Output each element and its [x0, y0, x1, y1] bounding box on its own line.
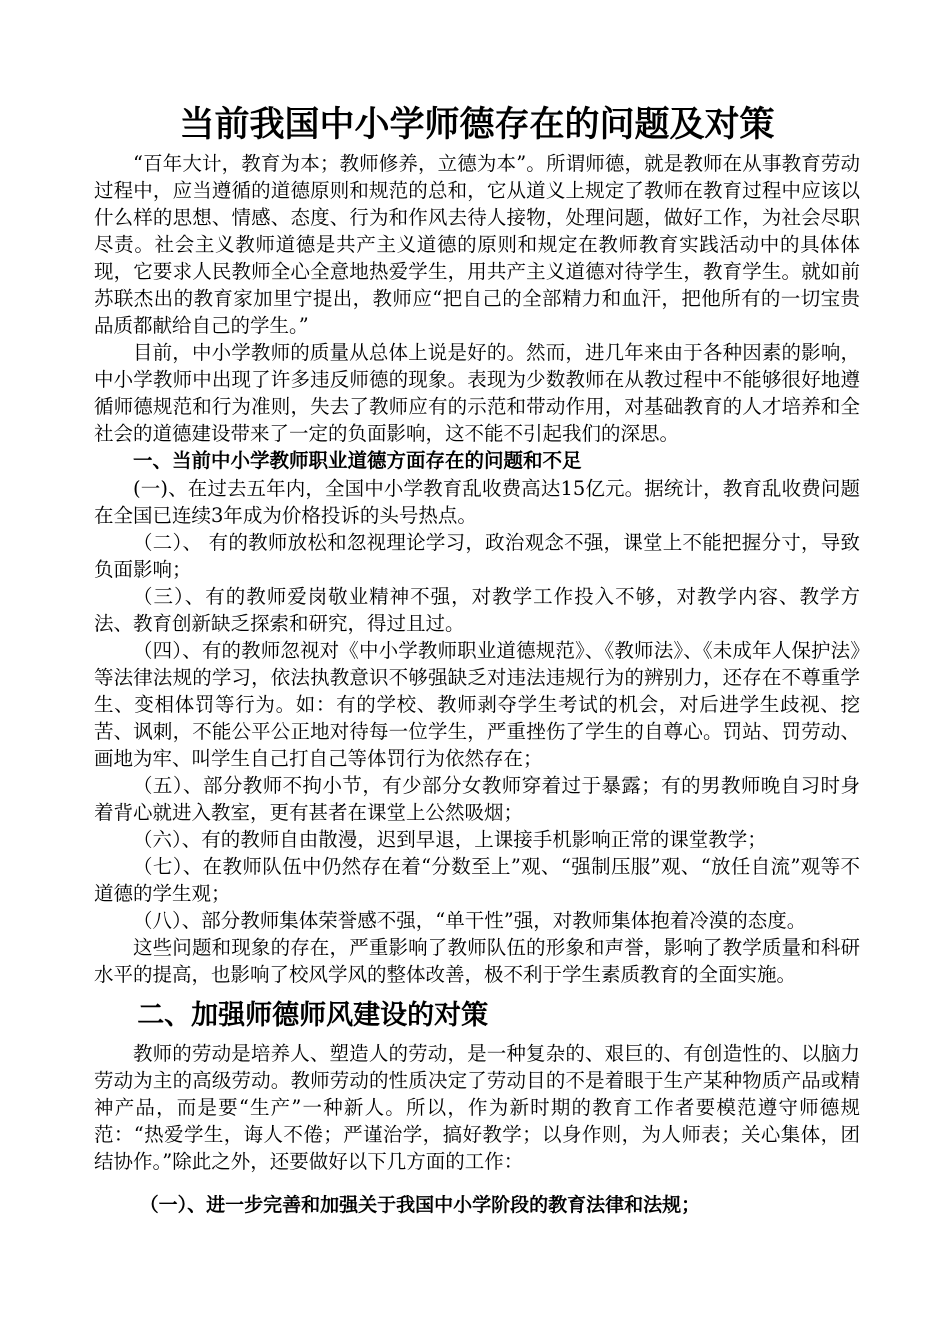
document-title: 当前我国中小学师德存在的问题及对策 [179, 105, 775, 145]
section-1-item-2: （二）、 有的教师放松和忽视理论学习，政治观念不强，课堂上不能把握分寸，导致负面影响； [94, 531, 860, 581]
section-1-item-6: （六）、有的教师自由散漫，迟到早退，上课接手机影响正常的课堂教学； [133, 828, 767, 851]
section-1-item-5: （五）、部分教师不拘小节，有少部分女教师穿着过于暴露；有的男教师晚自习时身着背心就进入教室，更有甚者在课堂上公然吸烟； [94, 774, 860, 824]
section-1-item-7: （七）、在教师队伍中仍然存在着“分数至上”观、“强制压服”观、“放任自流”观等不道德的学生观； [94, 855, 860, 905]
section-1-conclusion: 这些问题和现象的存在，严重影响了教师队伍的形象和声誉，影响了教学质量和科研水平的提高，也影响了校风学风的整体改善，极不利于学生素质教育的全面实施。 [94, 936, 860, 986]
section-2-heading: 二、加强师德师风建设的对策 [137, 1000, 489, 1031]
section-1-item-3: （三）、有的教师爱岗敬业精神不强，对教学工作投入不够，对教学内容、教学方法、教育创新缺乏探索和研究，得过且过。 [94, 585, 860, 635]
section-1-item-8: （八）、部分教师集体荣誉感不强，“单干性”强，对教师集体抱着冷漠的态度。 [133, 909, 807, 932]
section-1-item-4: （四）、有的教师忽视对《中小学教师职业道德规范》、《教师法》、《未成年人保护法》等法律法规的学习，依法执教意识不够强缺乏对违法违规行为的辨别力，还存在不尊重学生、变相体罚等行为。如：有的学校、教师剥夺学生考试的机会，对后进学生歧视、挖苦、讽刺，不能公平公正地对待每一位学生，严重挫伤了学生的自尊心。罚站、罚劳动、画地为牢、叫学生自己打自己等体罚行为依然存在； [94, 639, 860, 770]
section-2-subheading: （一）、进一步完善和加强关于我国中小学阶段的教育法律和法规； [139, 1194, 701, 1216]
intro-paragraph-2: 目前，中小学教师的质量从总体上说是好的。然而，进几年来由于各种因素的影响，中小学教师中出现了许多违反师德的现象。表现为少数教师在从教过程中不能够很好地遵循师德规范和行为准则，失去了教师应有的示范和带动作用，对基础教育的人才培养和全社会的道德建设带来了一定的负面影响，这不能不引起我们的深思。 [94, 341, 860, 445]
document-page [94, 100, 860, 1219]
intro-paragraph-1: “百年大计，教育为本；教师修养，立德为本”。所谓师德，就是教师在从事教育劳动过程中，应当遵循的道德原则和规范的总和，它从道义上规定了教师在教育过程中应该以什么样的思想、情感、态度、行为和作风去待人接物，处理问题，做好工作，为社会尽职尽责。社会主义教师道德是共产主义道德的原则和规定在教师教育实践活动中的具体体现，它要求人民教师全心全意地热爱学生，用共产主义道德对待学生，教育学生。就如前苏联杰出的教育家加里宁提出，教师应“把自己的全部精力和血汗，把他所有的一切宝贵品质都献给自己的学生。” [94, 152, 860, 337]
section-2-paragraph: 教师的劳动是培养人、塑造人的劳动，是一种复杂的、艰巨的、有创造性的、以脑力劳动为主的高级劳动。教师劳动的性质决定了劳动目的不是着眼于生产某种物质产品或精神产品，而是要“生产”一种新人。所以，作为新时期的教育工作者要模范遵守师德规范：“热爱学生，诲人不倦；严谨治学，搞好教学；以身作则，为人师表；关心集体，团结协作。”除此之外，还要做好以下几方面的工作： [94, 1042, 860, 1173]
section-1-item-1: (一)、在过去五年内，全国中小学教育乱收费高达15亿元。据统计，教育乱收费问题在全国已连续3年成为价格投诉的头号热点。 [94, 477, 860, 527]
section-1-heading: 一、当前中小学教师职业道德方面存在的问题和不足 [133, 449, 582, 472]
